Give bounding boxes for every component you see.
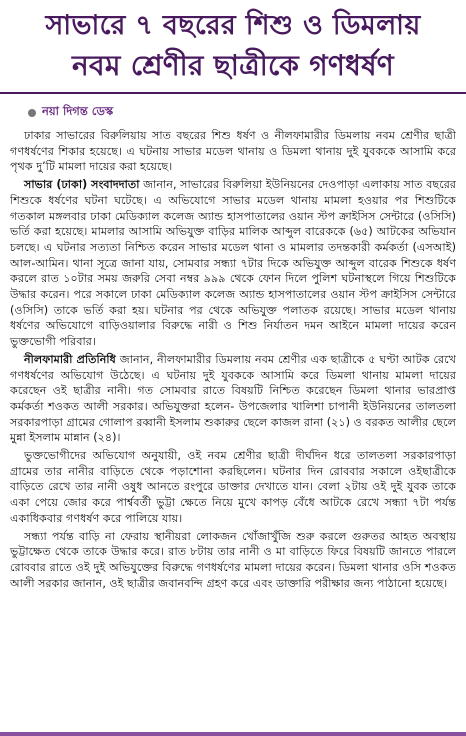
- paragraph-text: ঢাকার সাভারের বিরুলিয়ায় সাত বছরের শিশু ধর্ষণ ও নীলফামারীর ডিমলায় নবম শ্রেণীর ছাত্রী গণধর্ষণের শিকার হয়েছে। এ ঘটনায় সাভার মডেল থানায় ও ডিমলা থানায় দুই যুবককে আসামি করে পৃথক দু’টি মামলা দায়ের করা হয়েছে।: [10, 129, 456, 174]
- paragraph: [10, 128, 456, 175]
- paragraph-text: জানান, সাভারের বিরুলিয়া ইউনিয়নের দেওপাড়া এলাকায় সাত বছরের শিশুকে ধর্ষণের ঘটনা ঘটেছে। এ অভিযোগে সাভার মডেল থানায় মামলা হওয়ার পর শিশুটিকে গতকাল মঙ্গলবার ঢাকা মেডিক্যাল কলেজ অ্যান্ড হাসপাতালের ওয়ান স্টপ ক্রাইসিস সেন্টারে (ওসিসি) ভর্তি করা হয়েছে। মামলার আসামি অভিযুক্ত বাড়ির মালিক আব্দুল বারেককে (৬৫) আটকের অভিযান চলছে। এ ঘটনার সত্যতা নিশ্চিত করেন সাভার মডেল থানা ও মামলার তদন্তকারী কর্মকর্তা (এসআই) আল-আমিন। থানা সূত্রে জানা যায়, সোমবার সন্ধ্যা ৭টার দিকে অভিযুক্ত আব্দুল বারেক শিশুকে ধর্ষণ করলে রাত ১০টার সময় জরুরি সেবা নম্বর ৯৯৯ থেকে ফোন দিলে পুলিশ ঘটনাস্থলে গিয়ে শিশুটিকে উদ্ধার করেন। পরে সকালে ঢাকা মেডিক্যাল কলেজ অ্যান্ড হাসপাতালের ওয়ান স্টপ ক্রাইসিস সেন্টারে (ওসিসি) তাকে ভর্তি করা হয়। ঘটনার পর থেকে অভিযুক্ত পলাতক রয়েছে। সাভার মডেল থানায় ধর্ষণের অভিযোগে বাড়িওয়ালার বিরুদ্ধে নারী ও শিশু নির্যাতন দমন আইনে মামলা দায়ের করেন ভুক্তভোগী পরিবার।: [10, 178, 456, 349]
- byline-text: নয়া দিগন্ত ডেস্ক: [42, 104, 114, 118]
- paragraph: [10, 529, 456, 592]
- headline-divider: [0, 92, 466, 94]
- paragraph: [10, 448, 456, 527]
- paragraph-text: ভুক্তভোগীদের অভিযোগ অনুযায়ী, ওই নবম শ্রেণীর ছাত্রী দীর্ঘদিন ধরে তালতলা সরকারপাড়া গ্রামের তার নানীর বাড়িতে থেকে পড়াশোনা করছিলেন। ঘটনার দিন রোববার সকালে ওইছাত্রীকে বাড়িতে রেখে তার নানী ওষুধ আনতে রংপুরে ডাক্তার দেখাতে যান। বেলা ২টায় ওই দুই যুবক তাকে একা পেয়ে জোর করে পার্শ্ববর্তী ভুট্টা ক্ষেতে নিয়ে মুখে কাপড় বেঁধে আটকে রেখে সন্ধ্যা ৭টা পর্যন্ত একাধিকবার গণধর্ষণ করে পালিয়ে যায়।: [10, 449, 456, 525]
- bottom-bar: [0, 732, 466, 736]
- paragraph-lead: সাভার (ঢাকা) সংবাদদাতা: [24, 178, 140, 192]
- article-body: [10, 128, 456, 591]
- bullet-icon: [28, 109, 36, 117]
- paragraph-text: সন্ধ্যা পর্যন্ত বাড়ি না ফেরায় স্থানীয়রা লোকজন খোঁজাখুঁজি শুরু করলে গুরুতর আহত অবস্থায় ভুট্টাক্ষেত থেকে তাকে উদ্ধার করে। রাত ৮টায় তার নানী ও মা বাড়িতে ফিরে বিষয়টি জানতে পারলে রোববার রাতে ওই দুই অভিযুক্তের বিরুদ্ধে গণধর্ষণের মামলা দায়ের করেন। ডিমলা থানার ওসি শওকত আলী সরকার জানান, ওই ছাত্রীর জবানবন্দি গ্রহণ করে এবং ডাক্তারি পরীক্ষার জন্য পাঠানো হয়েছে।: [10, 529, 456, 590]
- headline: [0, 0, 466, 86]
- paragraph: [10, 352, 456, 446]
- byline: [28, 103, 466, 122]
- headline-line-2: নবম শ্রেণীর ছাত্রীকে গণধর্ষণ: [71, 49, 395, 82]
- headline-line-1: সাভারে ৭ বছরের শিশু ও ডিমলায়: [45, 10, 421, 41]
- paragraph-text: জানান, নীলফামারীর ডিমলায় নবম শ্রেণীর এক ছাত্রীকে ৫ ঘণ্টা আটক রেখে গণধর্ষণের অভিযোগ উঠেছে। এ ঘটনায় দুই যুবককে আসামি করে ডিমলা থানায় মামলা দায়ের করেছেন ওই ছাত্রীর নানী। গত সোমবার রাতে বিষয়টি নিশ্চিত করেছেন ডিমলা থানার ভারপ্রাপ্ত কর্মকর্তা শওকত আলী সরকার। অভিযুক্তরা হলেন- উপজেলার খালিশা চাপানী ইউনিয়নের তালতলা সরকারপাড়া গ্রামের গোলাপ রব্বানী ইসলাম শুকারুর ছেলে কাজল রানা (২১) ও বরকত আলীর ছেলে মুন্না ইসলাম মান্নান (২৪)।: [10, 352, 456, 445]
- paragraph-lead: নীলফামারী প্রতিনিধি: [24, 352, 116, 366]
- paragraph: [10, 177, 456, 350]
